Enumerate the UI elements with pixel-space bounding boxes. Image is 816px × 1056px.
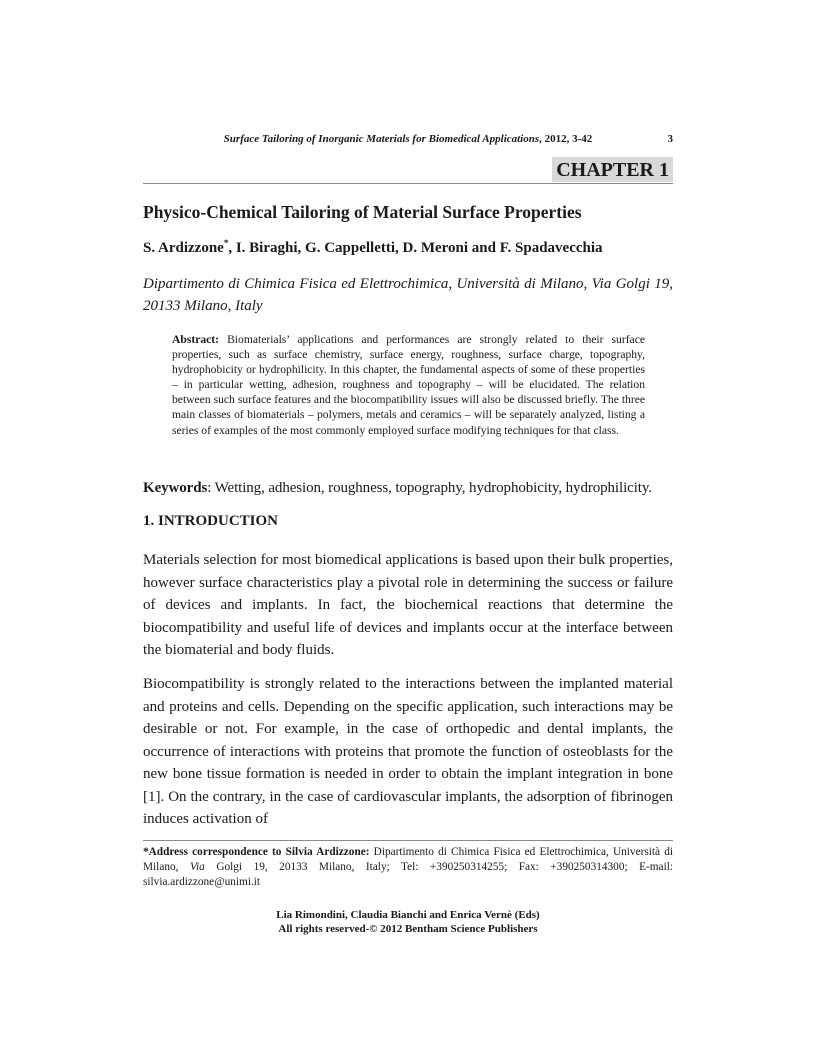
footnote-rule [143, 840, 673, 841]
body-paragraph: Biocompatibility is strongly related to the interactions between the implanted material and proteins and cells. Depending on the specific application, such interactions may be desirable or not. For example, in the case of orthopedic and dental implants, the occurrence of interactions with proteins that promote the function of osteoblasts for the new bone tissue formation is needed in order to obtain the implant integration in bone [1]. On the contrary, in the case of cardiovascular implants, the adsorption of fibrinogen induces activation of [143, 676, 673, 827]
abstract-text: Biomaterials’ applications and performances are strongly related to their surface properties, such as surface chemistry, surface energy, roughness, surface charge, topography, hydrophobicity or hydrophilicity. In this chapter, the fundamental aspects of some of these properties – in particular wetting, adhesion, roughness and topography – will be elucidated. The relation between such surface features and the biocompatibility issues will also be discussed briefly. The three main classes of biomaterials – polymers, metals and ceramics – will be separately analyzed, listing a series of examples of the most commonly employed surface modifying techniques for that class. [172, 333, 645, 437]
chapter-rule [143, 183, 673, 184]
journal-year-pages: , 2012, 3-42 [539, 133, 593, 145]
keywords-text: : Wetting, adhesion, roughness, topography, hydrophobicity, hydrophilicity. [207, 480, 652, 496]
running-header [143, 133, 673, 145]
footnote-text: Dipartimento di Chimica Fisica ed Elettrochimica, Università di Milano, [143, 846, 673, 873]
footnote [143, 845, 673, 890]
footnote-label: *Address correspondence to Silvia Ardizzone: [143, 846, 370, 858]
chapter-label: CHAPTER 1 [552, 157, 673, 182]
footnote-via: Via [189, 861, 205, 873]
abstract [172, 332, 645, 438]
footer-editors: Lia Rimondini, Claudia Bianchi and Enrica Vernè (Eds) [276, 909, 540, 921]
corresponding-author: S. Ardizzone [143, 240, 224, 256]
keywords-label: Keywords [143, 480, 208, 496]
abstract-label: Abstract: [172, 333, 220, 346]
footer-rights: All rights reserved-© 2012 Bentham Science Publishers [278, 923, 538, 935]
body-paragraph: Materials selection for most biomedical applications is based upon their bulk properties, however surface characteristics play a pivotal role in determining the success or failure of devices and implants. In fact, the biochemical reactions that determine the biocompatibility and useful life of devices and implants occur at the interface between the biomaterial and body fluids. [143, 552, 673, 658]
section-heading: 1. INTRODUCTION [143, 513, 279, 529]
co-authors: , I. Biraghi, G. Cappelletti, D. Meroni and F. Spadavecchia [228, 240, 603, 256]
author-list [143, 238, 673, 257]
author-footnote-marker: * [223, 238, 229, 248]
keywords [143, 480, 673, 497]
footnote-text-rest: Golgi 19, 20133 Milano, Italy; Tel: +390250314255; Fax: +390250314300; E-mail: silvia.ardizzone@unimi.it [143, 861, 673, 888]
affiliation: Dipartimento di Chimica Fisica ed Elettrochimica, Università di Milano, Via Golgi 19, 20133 Milano, Italy [143, 276, 673, 314]
chapter-title: Physico-Chemical Tailoring of Material Surface Properties [143, 202, 582, 222]
journal-title: Surface Tailoring of Inorganic Materials for Biomedical Applications [223, 133, 540, 145]
page-number: 3 [667, 133, 673, 145]
